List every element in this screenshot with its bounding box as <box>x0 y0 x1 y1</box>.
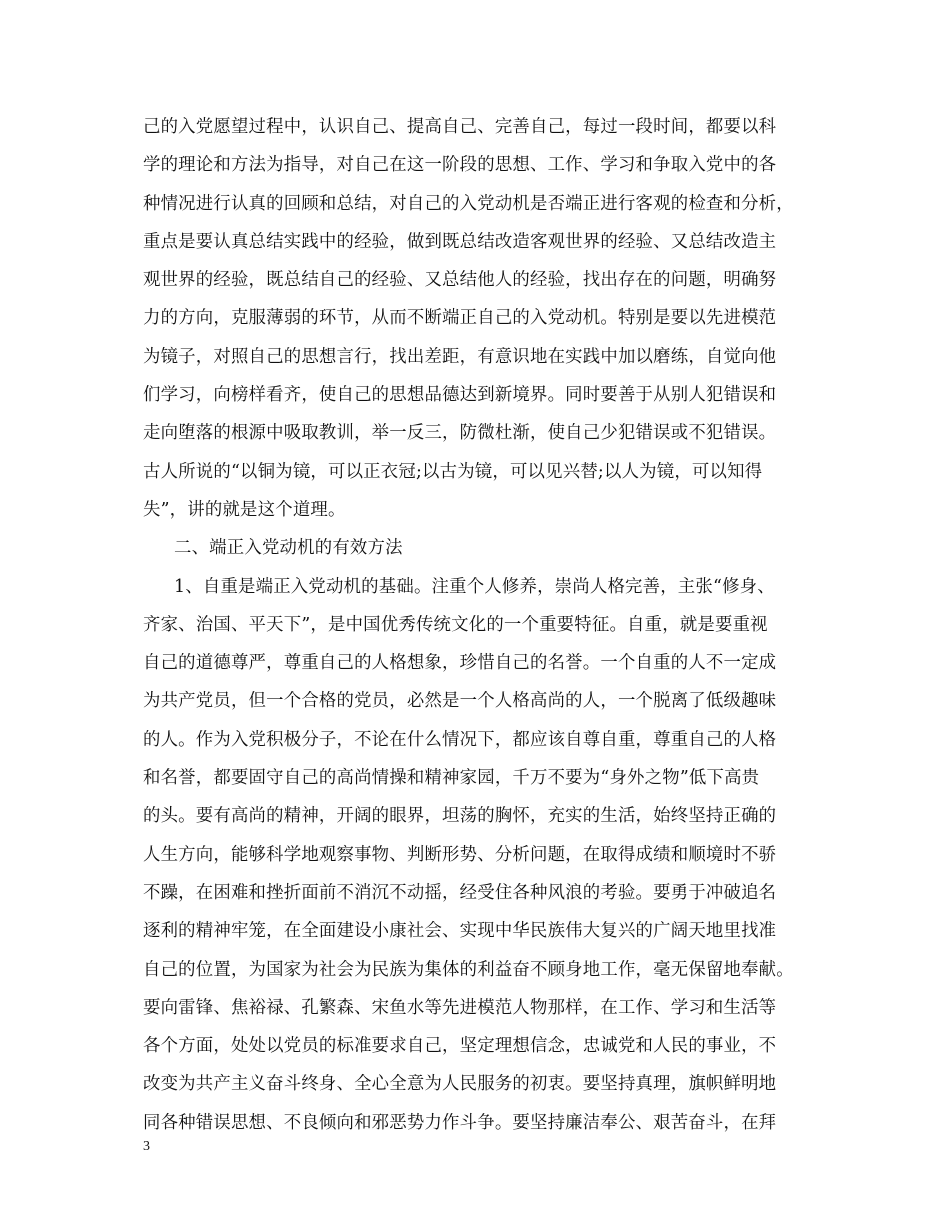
text-line: 走向堕落的根源中吸取教训，举一反三，防微杜渐，使自己少犯错误或不犯错误。 <box>143 423 777 444</box>
section-heading: 二、端正入党动机的有效方法 <box>174 538 403 559</box>
text-line: 种情况进行认真的回顾和总结，对自己的入党动机是否端正进行客观的检查和分析， <box>143 193 794 214</box>
text-line: 的人。作为入党积极分子，不论在什么情况下，都应该自尊自重，尊重自己的人格 <box>143 729 777 750</box>
text-line: 观世界的经验，既总结自己的经验、又总结他人的经验，找出存在的问题，明确努 <box>143 270 777 291</box>
text-line: 学的理论和方法为指导，对自己在这一阶段的思想、工作、学习和争取入党中的各 <box>143 155 777 176</box>
text-line: 要向雷锋、焦裕禄、孔繁森、宋鱼水等先进模范人物那样，在工作、学习和生活等 <box>143 997 777 1018</box>
text-line: 失”，讲的就是这个道理。 <box>143 499 346 520</box>
text-line: 自己的位置，为国家为社会为民族为集体的利益奋不顾身地工作，毫无保留地奉献。 <box>143 959 794 980</box>
text-line: 自己的道德尊严，尊重自己的人格想象，珍惜自己的名誉。一个自重的人不一定成 <box>143 653 777 674</box>
text-line: 各个方面，处处以党员的标准要求自己，坚定理想信念，忠诚党和人民的事业，不 <box>143 1036 777 1057</box>
text-line: 和名誉，都要固守自己的高尚情操和精神家园，千万不要为“身外之物”低下高贵 <box>143 768 760 789</box>
paragraph-first-line: 1、自重是端正入党动机的基础。注重个人修养，崇尚人格完善，主张“修身、 <box>174 576 775 597</box>
text-line: 力的方向，克服薄弱的环节，从而不断端正自己的入党动机。特别是要以先进模范 <box>143 308 777 329</box>
text-line: 为共产党员，但一个合格的党员，必然是一个人格高尚的人，一个脱离了低级趣味 <box>143 691 777 712</box>
text-line: 古人所说的“以铜为镜，可以正衣冠;以古为镜，可以见兴替;以人为镜，可以知得 <box>143 461 763 482</box>
text-line: 的头。要有高尚的精神，开阔的眼界，坦荡的胸怀，充实的生活，始终坚持正确的 <box>143 806 777 827</box>
text-line: 人生方向，能够科学地观察事物、判断形势、分析问题，在取得成绩和顺境时不骄 <box>143 844 777 865</box>
text-line: 逐利的精神牢笼，在全面建设小康社会、实现中华民族伟大复兴的广阔天地里找准 <box>143 921 777 942</box>
text-line: 齐家、治国、平天下”，是中国优秀传统文化的一个重要特征。自重，就是要重视 <box>143 614 768 635</box>
body-text <box>143 108 808 1142</box>
text-line: 己的入党愿望过程中，认识自己、提高自己、完善自己，每过一段时间，都要以科 <box>143 117 777 137</box>
page-number: 3 <box>143 1139 150 1154</box>
text-line: 不躁，在困难和挫折面前不消沉不动摇，经受住各种风浪的考验。要勇于冲破追名 <box>143 882 777 903</box>
text-line: 为镜子，对照自己的思想言行，找出差距，有意识地在实践中加以磨练，自觉向他 <box>143 346 777 367</box>
text-line: 重点是要认真总结实践中的经验，做到既总结改造客观世界的经验、又总结改造主 <box>143 231 777 252</box>
text-line: 们学习，向榜样看齐，使自己的思想品德达到新境界。同时要善于从别人犯错误和 <box>143 385 777 406</box>
text-line: 同各种错误思想、不良倾向和邪恶势力作斗争。要坚持廉洁奉公、艰苦奋斗，在拜 <box>143 1112 777 1133</box>
text-line: 改变为共产主义奋斗终身、全心全意为人民服务的初衷。要坚持真理，旗帜鲜明地 <box>143 1074 777 1095</box>
